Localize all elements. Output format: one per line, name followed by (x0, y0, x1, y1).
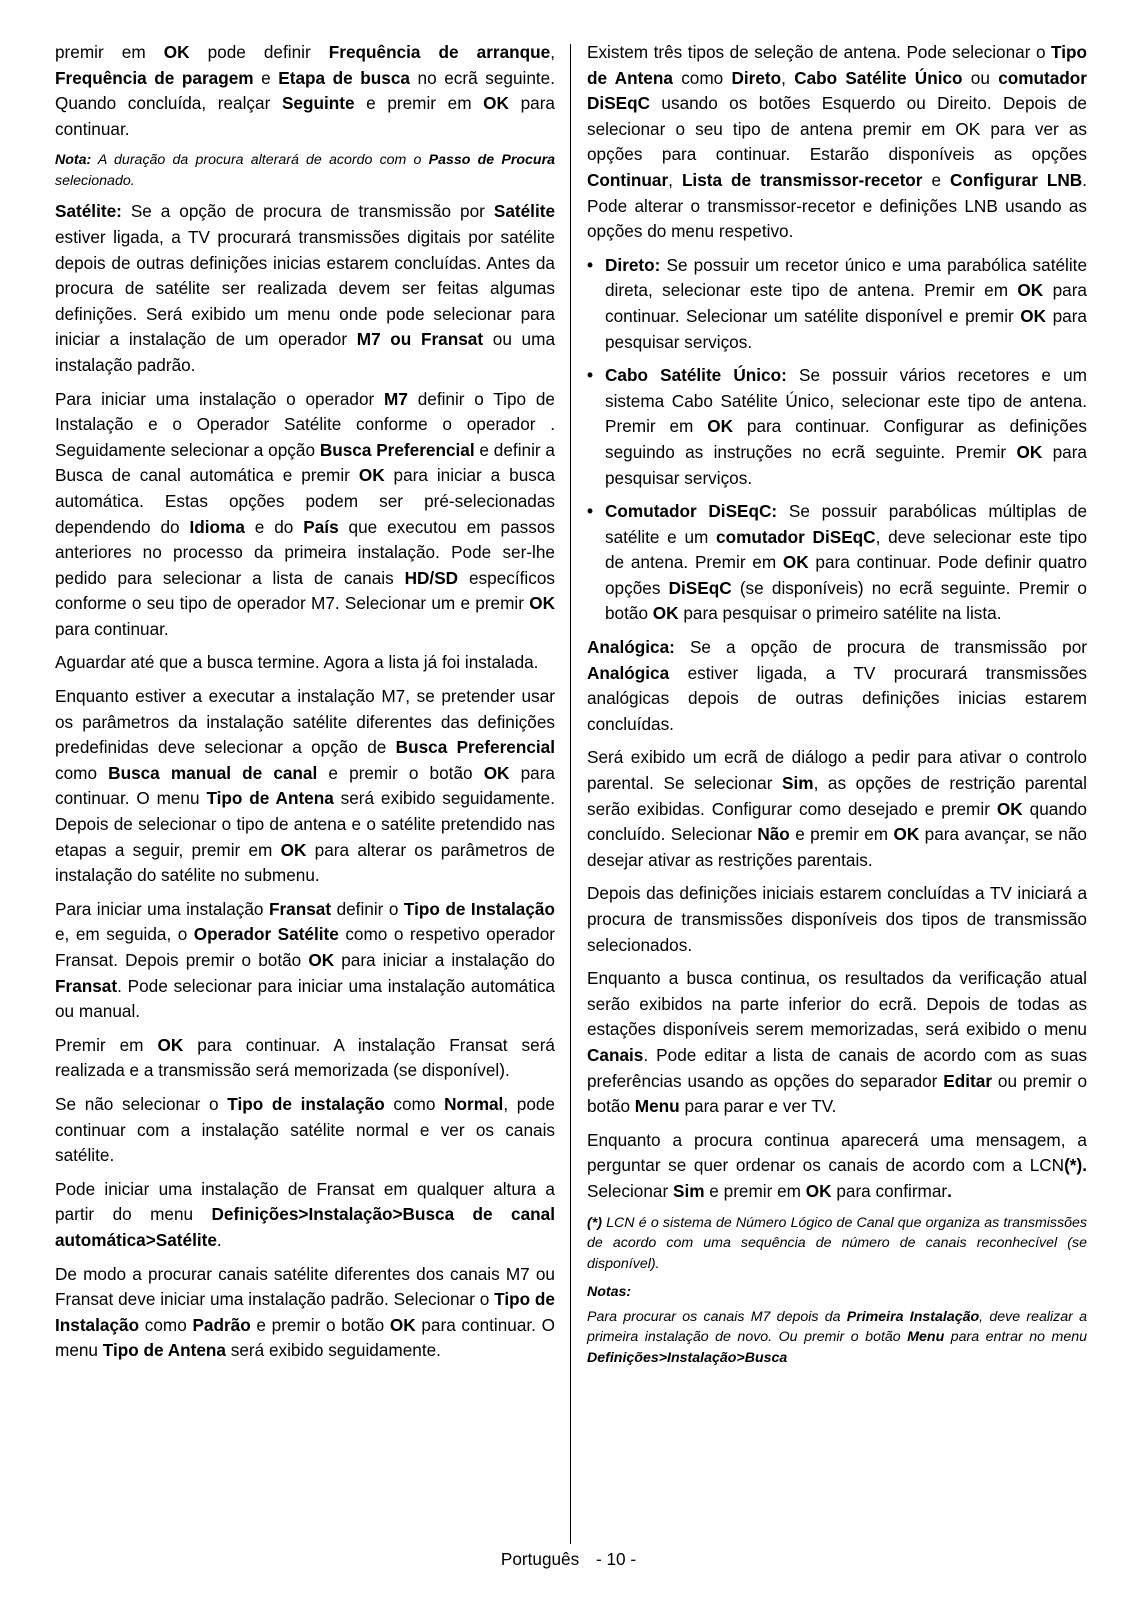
text-run: para avançar, se não desejar ativar as restrições parentais. (587, 824, 1087, 870)
emphasis: Passo de Procura (428, 152, 555, 169)
paragraph: Aguardar até que a busca termine. Agora a lista já foi instalada. (55, 652, 539, 673)
text-run: como o respetivo operador Fransat. Depois premir o botão (55, 924, 555, 970)
emphasis: País (303, 516, 339, 537)
text-run: pode definir (189, 42, 329, 62)
text-run: . Pode selecionar para iniciar uma instalação automática ou manual. (55, 975, 555, 1022)
emphasis: OK (1017, 280, 1044, 301)
text-run: Se possuir parabólicas múltiplas de satélite e um (605, 501, 1087, 547)
emphasis: Tipo de Antena (206, 788, 334, 809)
emphasis: OK (805, 1180, 832, 1201)
text-run: como (672, 67, 732, 88)
paragraph (587, 745, 1087, 873)
text-run: para continuar. A instalação Fransat será realizada e a transmissão será memorizada (se disponível). (55, 1034, 555, 1081)
text-run: Se a opção de procura de transmissão por (121, 201, 494, 222)
emphasis: OK (893, 824, 920, 845)
text-run: A duração da procura alterará de acordo com o (91, 152, 429, 169)
emphasis: OK (308, 950, 335, 970)
text-run: e premir o botão (250, 1314, 390, 1335)
emphasis: comutador DiSEqC (587, 67, 1087, 114)
emphasis: Frequência de paragem (55, 67, 254, 88)
text-run: Se não selecionar o (55, 1093, 228, 1114)
paragraph (55, 40, 555, 142)
text-run: Para procurar os canais M7 depois da (587, 1308, 847, 1325)
text-run: para continuar. O menu (55, 1314, 555, 1361)
text-run: , (781, 67, 795, 88)
list-item-cabo-satelite-unico (587, 363, 1087, 491)
text-run: e, em seguida, o (55, 924, 194, 945)
emphasis: Busca manual de canal (108, 762, 318, 783)
emphasis: Sim (673, 1180, 705, 1201)
emphasis: OK (707, 416, 733, 437)
notes-heading: Notas: (587, 1284, 632, 1301)
text-run: e premir em (789, 824, 894, 845)
emphasis: Menu (634, 1096, 680, 1117)
text-run: premir em (55, 42, 164, 62)
text-run: para continuar. O menu (55, 762, 555, 809)
emphasis: DiSEqC (668, 577, 732, 598)
column-divider (570, 44, 571, 1544)
text-run: ou (962, 67, 999, 88)
emphasis: OK (996, 798, 1023, 819)
paragraph (55, 897, 555, 1025)
emphasis: Definições>Instalação>Busca (587, 1349, 788, 1366)
emphasis: M7 (384, 388, 408, 409)
emphasis: Cabo Satélite Único (794, 67, 963, 88)
text-run: . Pode editar a lista de canais de acordo com as suas preferências usando as opções do separador (587, 1044, 1087, 1091)
text-run: como (384, 1093, 445, 1114)
emphasis: Tipo de Antena (587, 42, 1087, 88)
text-run: definir o (331, 898, 404, 919)
paragraph (55, 1092, 555, 1169)
emphasis: Editar (943, 1070, 993, 1091)
emphasis: Satélite: (55, 201, 122, 222)
emphasis: Tipo de instalação (227, 1093, 385, 1114)
paragraph (587, 1128, 1087, 1205)
text-run: Se a opção de procura de transmissão por (674, 637, 1087, 658)
emphasis: OK (157, 1034, 184, 1055)
emphasis: OK (163, 42, 190, 62)
emphasis: Busca Preferencial (395, 737, 555, 758)
note (587, 1307, 1087, 1369)
text-run: Para iniciar uma instalação o operador (55, 388, 385, 409)
emphasis: Definições>Instalação>Busca de canal automática>Satélite (55, 1204, 555, 1250)
text-run: que executou em passos anteriores no processo da primeira instalação. Pode ser-lhe pedido para selecionar a lista de canais (55, 516, 555, 588)
text-run: , as opções de restrição parental serão exibidas. Configurar como desejado e premir (587, 773, 1087, 819)
emphasis: OK (529, 593, 555, 614)
text-run: para pesquisar serviços. (605, 305, 1087, 352)
text-run: . (216, 1229, 222, 1250)
emphasis: Frequência de arranque (328, 42, 551, 62)
paragraph (55, 387, 555, 643)
text-run: para pesquisar o primeiro satélite na lista. (678, 603, 1002, 624)
emphasis: Configurar LNB (950, 169, 1083, 190)
text-run: Selecionar (587, 1180, 673, 1201)
text-run: para continuar. Pode definir quatro opções (605, 552, 1088, 598)
page-number: - 10 - (596, 1549, 637, 1569)
text-run: será exibido seguidamente. (225, 1340, 441, 1361)
emphasis: HD/SD (404, 567, 459, 588)
emphasis: (*). (1064, 1155, 1087, 1176)
paragraph (587, 40, 1087, 245)
emphasis: OK (483, 93, 509, 114)
right-column (587, 40, 1087, 1376)
text-run: ou premir o botão (587, 1070, 1088, 1117)
emphasis: OK (782, 552, 809, 573)
emphasis: OK (358, 465, 385, 486)
emphasis: Continuar (587, 169, 669, 190)
emphasis: OK (280, 839, 307, 860)
emphasis: Tipo de Instalação (403, 898, 555, 919)
page-footer (0, 1549, 1137, 1570)
emphasis: Menu (907, 1329, 945, 1346)
text-run: (se disponíveis) no ecrã seguinte. Premir o botão (605, 577, 1087, 624)
text-run: Se possuir vários recetores e um sistema Cabo Satélite Único, selecionar este tipo de antena. Premir em (605, 365, 1087, 437)
emphasis: OK (1020, 305, 1047, 326)
list-item-direto (587, 253, 1087, 355)
paragraph (587, 966, 1087, 1120)
paragraph-satellite (55, 199, 555, 378)
text-run: Enquanto estiver a executar a instalação M7, se pretender usar os parâmetros da instalação satélite diferentes das definições predefinidas deve selecionar a opção de (55, 686, 555, 758)
emphasis: OK (1016, 441, 1043, 462)
emphasis: . (947, 1180, 952, 1201)
text-run: para continuar. (55, 93, 555, 139)
emphasis: Cabo Satélite Único: (605, 365, 787, 386)
text-run: e premir em (704, 1180, 806, 1201)
emphasis: Idioma (189, 516, 245, 537)
emphasis: Fransat (55, 975, 118, 996)
text-run: . Pode alterar o transmissor-recetor e definições LNB usando as opções do menu respetivo. (587, 169, 1087, 242)
text-run: para continuar. (55, 618, 169, 639)
emphasis: OK (652, 603, 679, 624)
emphasis: Direto (731, 67, 782, 88)
text-run: definir o Tipo de Instalação e o Operador Satélite conforme o operador . Seguidamente selecionar a opção (55, 388, 555, 460)
paragraph (55, 1033, 555, 1084)
text-run: será exibido seguidamente. Depois de selecionar o tipo de antena e o satélite pretendido nas etapas a seguir, premir em (55, 788, 555, 860)
footer-language: Português (500, 1549, 580, 1569)
text-run: Será exibido um ecrã de diálogo a pedir para ativar o controlo parental. Se selecionar (587, 747, 1087, 794)
text-run: , pode continuar com a instalação satélite normal e ver os canais satélite. (55, 1093, 555, 1166)
emphasis: Normal (444, 1093, 504, 1114)
text-run: no ecrã seguinte. Quando concluída, realçar (55, 67, 556, 114)
emphasis: Sim (782, 773, 814, 794)
emphasis: Canais (587, 1044, 644, 1065)
text-run: , (668, 169, 682, 190)
emphasis: Lista de transmissor-recetor (681, 169, 923, 190)
text-run: estiver ligada, a TV procurará transmissões analógicas depois de outras definições inicias estarem concluídas. (587, 662, 1087, 734)
text-run: , deve realizar a primeira instalação de novo. Ou premir o botão (587, 1308, 1087, 1346)
note (55, 150, 555, 191)
emphasis: Fransat (268, 898, 332, 919)
paragraph (55, 1262, 555, 1364)
emphasis: Padrão (192, 1314, 251, 1335)
text-run: para iniciar a busca automática. Estas opções podem ser pré-selecionadas dependendo do (55, 465, 555, 537)
text-run: e (922, 169, 951, 190)
text-run: para entrar no menu (944, 1329, 1088, 1346)
emphasis: Busca Preferencial (319, 439, 475, 460)
paragraph-analog (587, 635, 1087, 737)
text-run: , (550, 42, 555, 62)
text-run: estiver ligada, a TV procurará transmissões digitais por satélite depois de outras definições inicias estarem concluídas. Antes da procura de satélite ser realizada devem ser feitas algumas definições. Será exibido um menu onde pode selecionar para iniciar a instalação de um operador (55, 226, 555, 350)
paragraph (55, 1177, 555, 1254)
emphasis: Tipo de Antena (102, 1340, 226, 1361)
text-run: e premir o botão (317, 762, 484, 783)
emphasis: Seguinte (281, 93, 355, 114)
list-item-comutador-diseqc (587, 499, 1087, 627)
text-run: e definir a Busca de canal automática e premir (55, 439, 555, 486)
text-run: para alterar os parâmetros de instalação do satélite no submenu. (55, 839, 555, 886)
emphasis: Tipo de Instalação (55, 1289, 555, 1335)
paragraph: Depois das definições iniciais estarem concluídas a TV iniciará a procura de transmissões disponíveis dos tipos de transmissão selecionados. (587, 883, 1087, 955)
text-run: ou uma instalação padrão. (55, 329, 555, 375)
text-run: específicos conforme o seu tipo de operador M7. Selecionar um e premir (55, 567, 555, 614)
emphasis: M7 ou Fransat (356, 329, 484, 350)
emphasis: (*) (587, 1214, 602, 1231)
text-run: para continuar. Selecionar um satélite disponível e premir (605, 280, 1087, 326)
emphasis: Satélite (493, 201, 555, 222)
emphasis: Direto: (605, 254, 661, 275)
emphasis: comutador DiSEqC (716, 526, 876, 547)
text-run: e premir em (354, 93, 484, 114)
text-run: Para iniciar uma instalação (55, 898, 269, 919)
emphasis: OK (389, 1314, 416, 1335)
text-run: como (55, 762, 109, 783)
emphasis: Comutador DiSEqC: (605, 501, 778, 522)
text-run: para iniciar a instalação do (334, 950, 555, 970)
text-run: Pode iniciar uma instalação de Fransat em qualquer altura a partir do menu (55, 1178, 555, 1225)
emphasis: Etapa de busca (278, 67, 410, 88)
text-run: LCN é o sistema de Número Lógico de Canal que organiza as transmissões de acordo com uma sequência de número de canais reconhecível (se disponível). (587, 1214, 1087, 1272)
text-run: como (139, 1314, 193, 1335)
left-column (55, 40, 555, 1372)
emphasis: Nota: (55, 152, 92, 169)
antenna-type-list (587, 253, 1087, 627)
text-run: Premir em (55, 1034, 158, 1055)
text-run: Enquanto a procura continua aparecerá uma mensagem, a perguntar se quer ordenar os canais de acordo com a LCN (587, 1129, 1087, 1176)
text-run: para confirmar (831, 1180, 948, 1201)
emphasis: Não (757, 824, 790, 845)
emphasis: Analógica (587, 662, 670, 683)
text-run: para pesquisar serviços. (605, 441, 1087, 488)
text-run: quando concluído. Selecionar (587, 798, 1087, 845)
text-run: selecionado. (55, 172, 135, 189)
text-run: usando os botões Esquerdo ou Direito. Depois de selecionar o seu tipo de antena premir em OK para ver as opções para continuar. Estarão disponíveis as opções (587, 93, 1087, 165)
text-run: Se possuir um recetor único e uma parabólica satélite direta, selecionar este tipo de antena. Premir em (605, 254, 1087, 301)
text-run: De modo a procurar canais satélite diferentes dos canais M7 ou Fransat deve iniciar uma instalação padrão. Selecionar o (55, 1263, 555, 1310)
text-run: para parar e ver TV. (679, 1096, 837, 1117)
text-run: e (253, 67, 279, 88)
paragraph (55, 684, 555, 889)
text-run: e do (244, 516, 304, 537)
text-run: para continuar. Configurar as definições seguindo as instruções no ecrã seguinte. Premir (605, 416, 1087, 462)
text-run: , deve selecionar este tipo de antena. Premir em (605, 526, 1088, 573)
emphasis: Analógica: (587, 637, 675, 658)
text-run: Existem três tipos de seleção de antena. Pode selecionar o (587, 42, 1052, 62)
emphasis: Operador Satélite (193, 924, 339, 945)
lcn-note (587, 1213, 1087, 1275)
text-run: Enquanto a busca continua, os resultados da verificação atual serão exibidos na parte inferior do ecrã. Depois de todas as estações disponíveis serem memorizadas, será exibido o menu (587, 968, 1087, 1040)
emphasis: Primeira Instalação (846, 1308, 980, 1325)
emphasis: OK (483, 762, 510, 783)
